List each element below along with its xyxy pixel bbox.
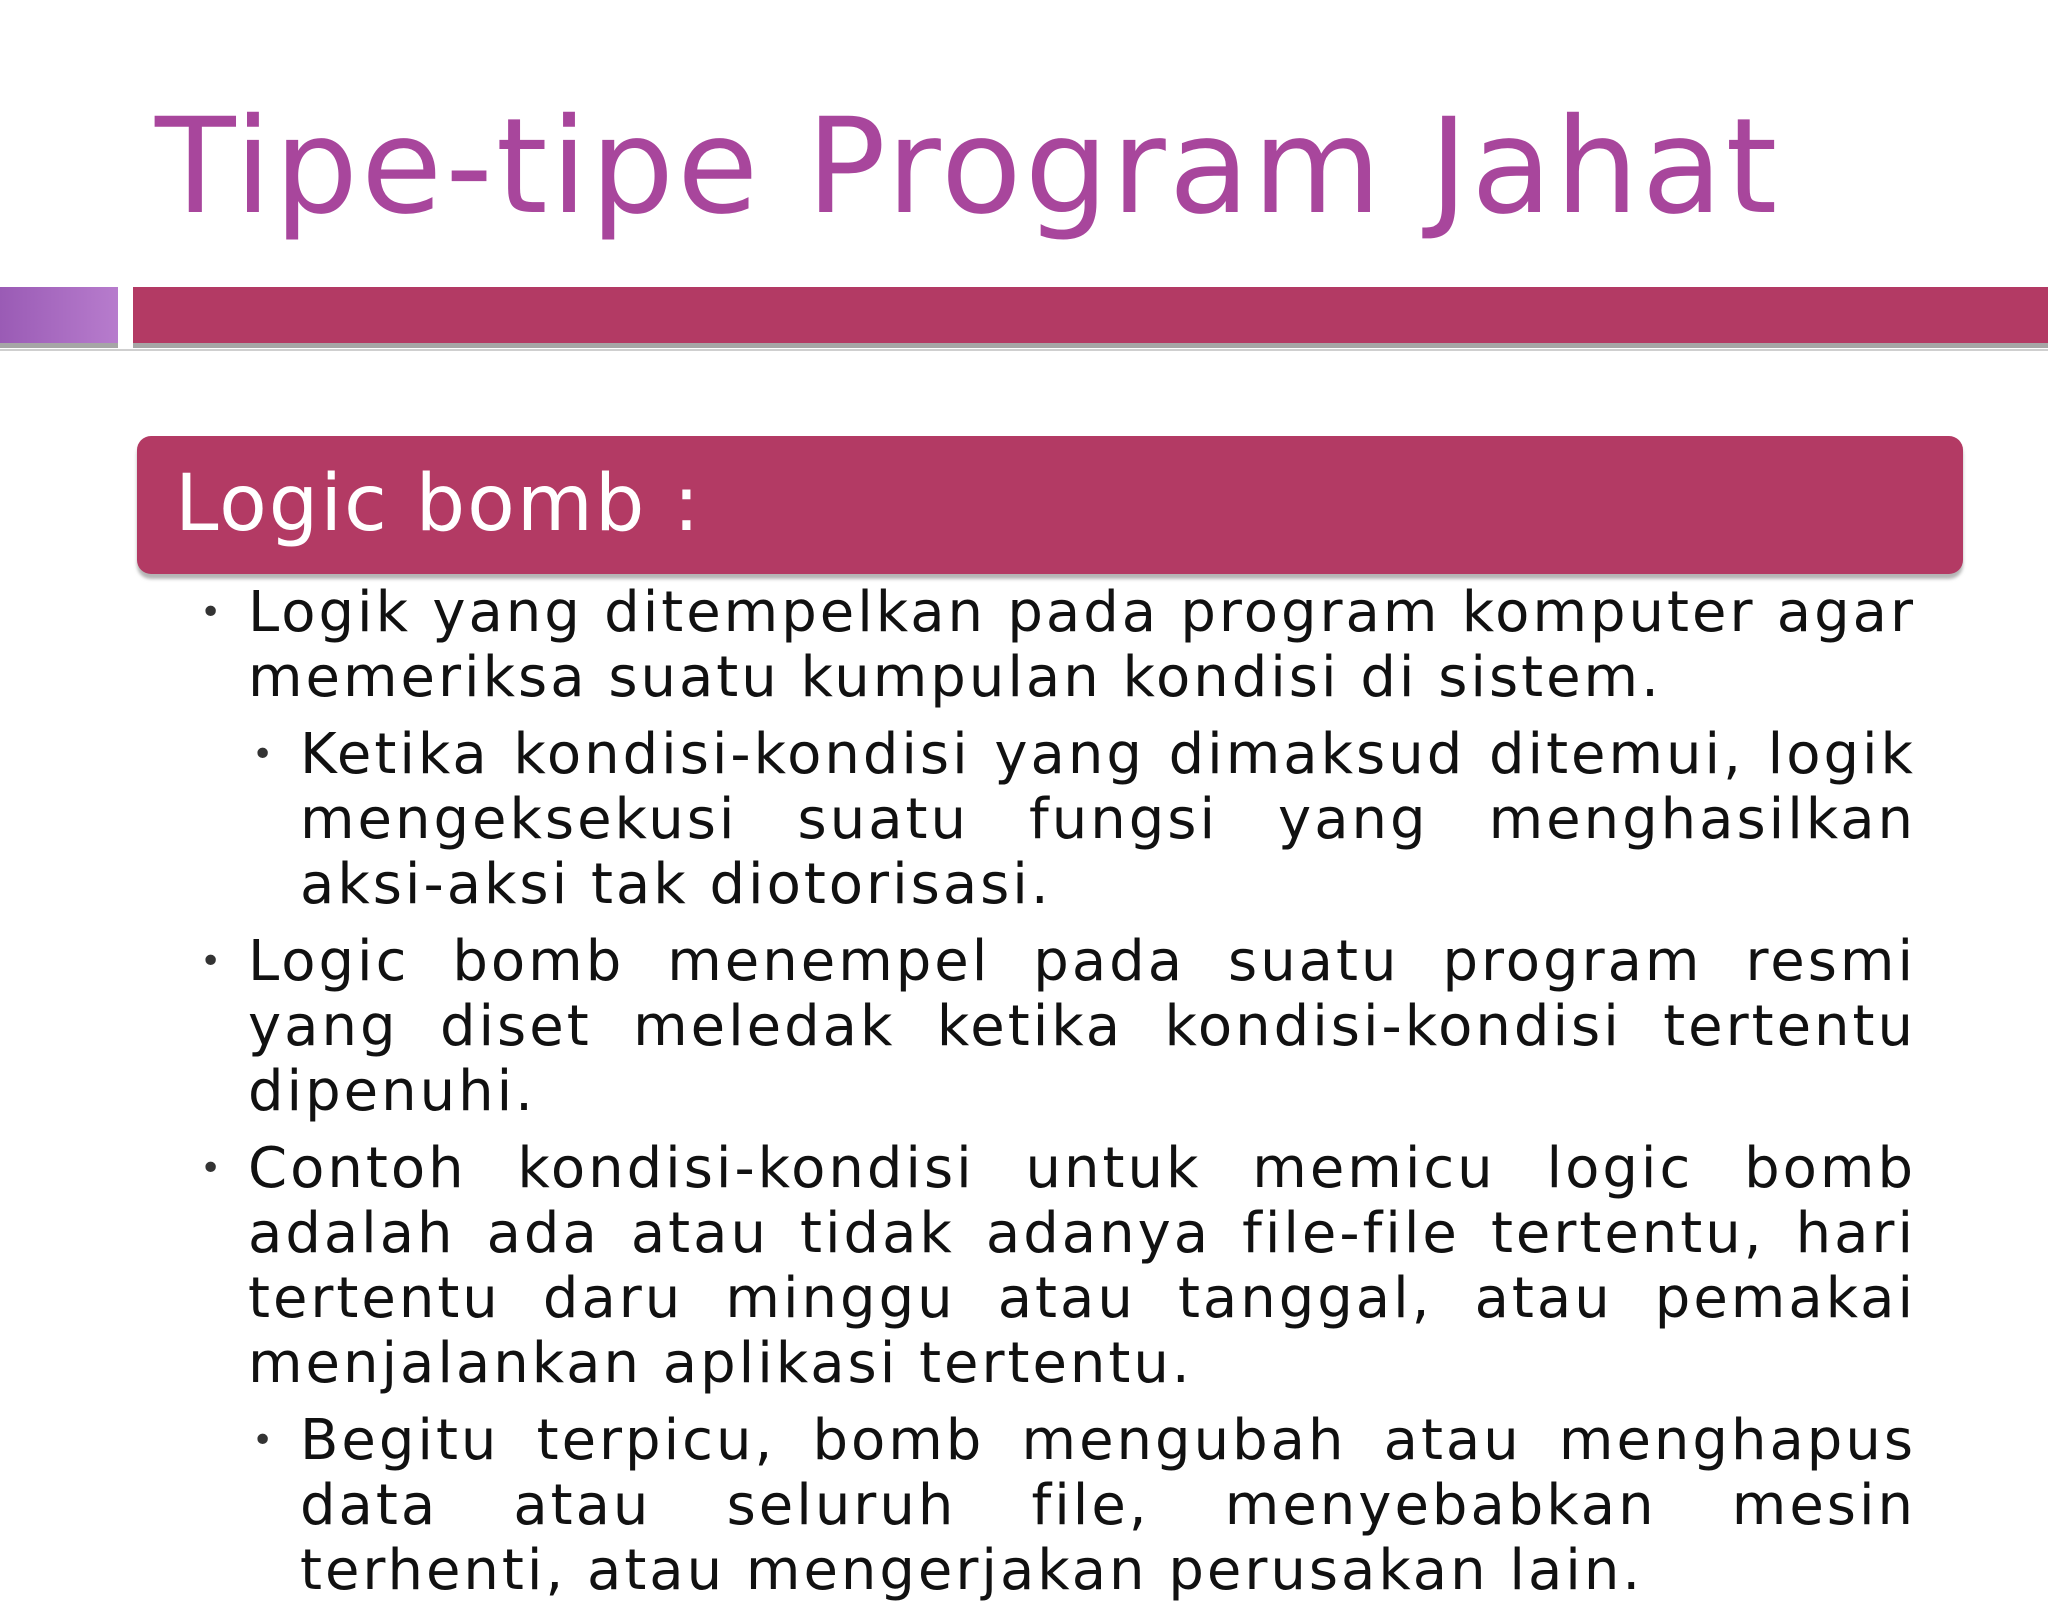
- bullet-list: [200, 580, 1916, 1615]
- bullet-item: [200, 929, 1916, 1124]
- bullet-text: Logic bomb menempel pada suatu program resmi yang diset meledak ketika kondisi-kondisi tertentu dipenuhi.: [248, 929, 1916, 1124]
- bullet-text: Logik yang ditempelkan pada program komputer agar memeriksa suatu kumpulan kondisi di sistem.: [248, 580, 1916, 710]
- slide-title: Tipe-tipe Program Jahat: [155, 90, 1781, 244]
- accent-bar-left: [0, 287, 118, 343]
- bullet-dot: •: [200, 1148, 225, 1189]
- section-header: [137, 436, 1963, 574]
- bullet-text: Ketika kondisi-kondisi yang dimaksud ditemui, logik mengeksekusi suatu fungsi yang menghasilkan aksi-aksi tak diotorisasi.: [300, 722, 1916, 917]
- section-header-label: Logic bomb :: [175, 459, 702, 549]
- bullet-text: Begitu terpicu, bomb mengubah atau menghapus data atau seluruh file, menyebabkan mesin terhenti, atau mengerjakan perusakan lain.: [300, 1408, 1916, 1603]
- rule-line-thin: [0, 349, 2048, 351]
- bullet-text: Contoh kondisi-kondisi untuk memicu logic bomb adalah ada atau tidak adanya file-file tertentu, hari tertentu daru minggu atau tanggal, atau pemakai menjalankan aplikasi tertentu.: [248, 1136, 1916, 1396]
- bullet-dot: •: [252, 734, 277, 775]
- sub-bullet-item: [252, 722, 1916, 917]
- accent-bar-main: [133, 287, 2048, 343]
- rule-line-main: [133, 343, 2048, 348]
- bullet-dot: •: [200, 592, 225, 633]
- sub-bullet-item: [252, 1408, 1916, 1603]
- bullet-item: [200, 580, 1916, 710]
- bullet-item: [200, 1136, 1916, 1396]
- bullet-dot: •: [252, 1420, 277, 1461]
- rule-line-left: [0, 343, 118, 348]
- bullet-dot: •: [200, 941, 225, 982]
